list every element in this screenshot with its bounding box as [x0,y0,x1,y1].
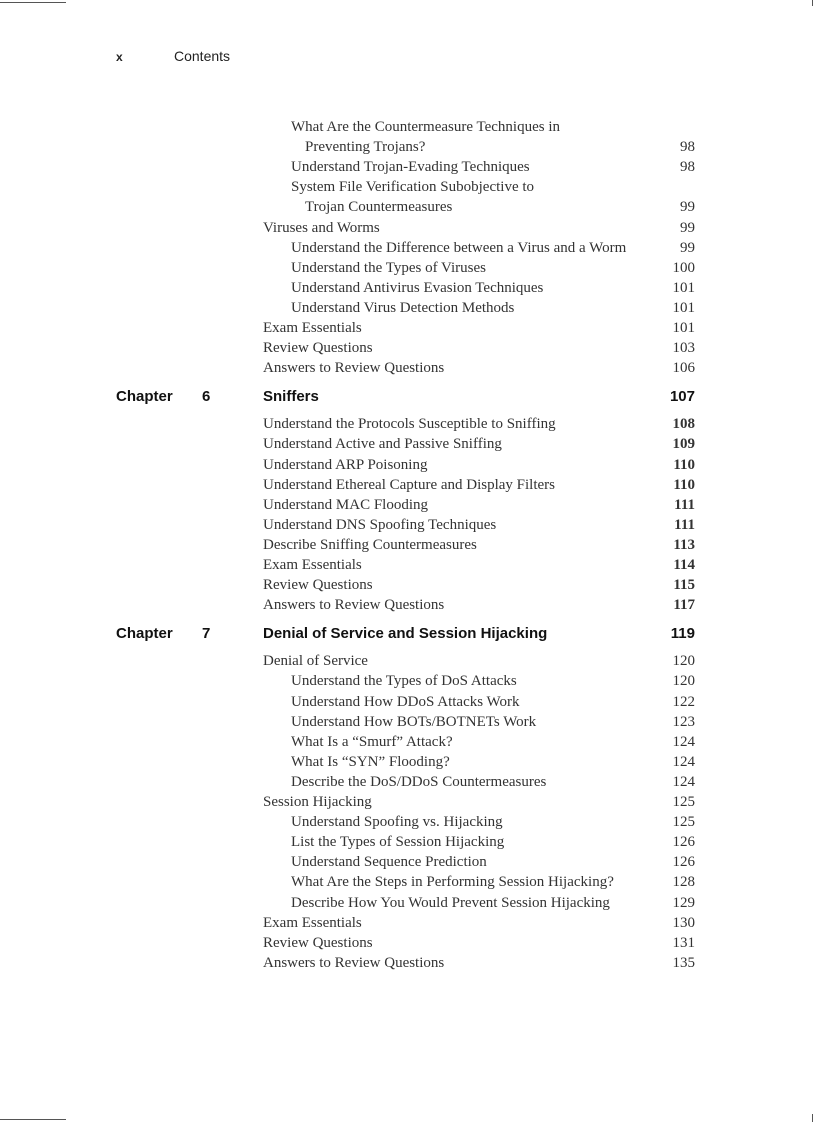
toc-entry-title: Denial of Service [263,653,368,670]
toc-entry[interactable] [0,895,816,915]
toc-entry-title: Review Questions [263,577,373,594]
toc-entry[interactable] [0,537,816,557]
toc-entry-title: System File Verification Subobjective to [291,179,535,196]
toc-entry[interactable] [0,597,816,617]
toc-entry[interactable] [0,280,816,300]
toc-entry-page: 125 [672,794,695,810]
chapter-word: Chapter [116,388,173,406]
toc-entry[interactable] [0,694,816,714]
toc-entry-title: Understand DNS Spoofing Techniques [263,516,497,533]
toc-entry[interactable] [0,734,816,754]
toc-entry[interactable] [0,714,816,734]
toc-entry-title: Describe Sniffing Countermeasures [263,536,477,553]
toc-entry-page: 126 [672,854,695,871]
toc-entry-title: Understand ARP Poisoning [263,456,428,473]
toc-entry-title: Understand the Types of DoS Attacks [291,673,517,690]
toc-entry[interactable] [0,814,816,834]
chapter-heading[interactable] [0,625,816,647]
toc-entry[interactable] [0,260,816,280]
crop-mark-top-left [0,2,66,3]
toc-entry-title: Answers to Review Questions [263,597,445,614]
toc-entry-title: Describe the DoS/DDoS Countermeasures [291,773,547,790]
toc-entry[interactable] [0,874,816,894]
toc-entry-page: 111 [674,516,695,533]
toc-entry[interactable] [0,340,816,360]
toc-entry-page: 101 [672,299,695,316]
toc-entry[interactable] [0,834,816,854]
toc-entry-page: 100 [672,259,695,276]
crop-mark-bottom-left [0,1119,66,1120]
toc-entry-title: Viruses and Worms [263,219,380,236]
toc-entry-title: Answers to Review Questions [263,954,445,971]
toc-entry-page: 109 [672,436,695,453]
chapter-page: 119 [670,625,695,643]
crop-mark-right-top [812,0,813,6]
toc-entry-title: Understand Antivirus Evasion Techniques [291,279,544,296]
toc-entry-title: List the Types of Session Hijacking [291,834,505,851]
toc-entry[interactable] [0,457,816,477]
toc-entry[interactable] [0,653,816,673]
toc-entry[interactable] [0,159,816,179]
toc-entry-title: Preventing Trojans? [305,139,426,156]
toc-entry[interactable] [0,754,816,774]
crop-mark-right-bottom [812,1114,813,1122]
toc-entry-title: Exam Essentials [263,914,362,931]
toc-entry-page: 124 [672,773,695,790]
toc-entry[interactable] [0,673,816,693]
toc-entry-page: 108 [672,416,695,433]
toc-entry[interactable] [0,915,816,935]
toc-entry-title: Understand the Difference between a Virus and a Worm [291,239,627,256]
toc-entry[interactable] [0,240,816,260]
toc-entry-page: 99 [680,219,695,236]
toc-entry-page: 131 [672,934,695,951]
toc-entry-page: 113 [673,536,695,553]
toc-entry[interactable] [0,774,816,794]
toc-entry-page: 120 [672,673,695,690]
toc-entry-page: 103 [672,340,695,357]
toc-entry[interactable] [0,517,816,537]
toc-entry-page: 98 [680,159,695,176]
toc-entry[interactable] [0,360,816,380]
toc-entry[interactable] [0,220,816,240]
toc-entry-title: Trojan Countermeasures [305,199,453,216]
chapter-number: 7 [202,625,211,643]
toc-entry[interactable] [0,935,816,955]
toc-entry[interactable] [0,955,816,975]
toc-entry[interactable] [0,139,816,159]
toc-entry[interactable] [0,119,816,139]
toc-entry-title: Understand Virus Detection Methods [291,299,515,316]
toc-entry-page: 124 [672,733,695,750]
toc-entry-page: 130 [672,914,695,931]
toc-entry-page: 122 [672,693,695,710]
toc-entry-page: 106 [672,360,695,377]
toc-entry-page: 135 [672,954,695,971]
toc-entry-page: 114 [673,557,695,573]
toc-entry[interactable] [0,436,816,456]
toc-entry-title: Understand Trojan-Evading Techniques [291,159,530,176]
toc-entry[interactable] [0,300,816,320]
toc-entry-title: Review Questions [263,340,373,357]
toc-entry-title: Understand Sequence Prediction [291,854,487,871]
running-header-label: Contents [174,48,231,64]
toc-entry[interactable] [0,557,816,577]
toc-entry-title: Understand Ethereal Capture and Display Filters [263,476,556,493]
toc-entry-title: What Are the Steps in Performing Session Hijacking? [291,874,614,891]
toc-entry-title: Session Hijacking [263,794,372,810]
toc-entry-page: 101 [672,320,695,336]
toc-entry[interactable] [0,416,816,436]
toc-entry-page: 129 [672,894,695,911]
toc-entry[interactable] [0,320,816,340]
toc-entry-page: 123 [672,713,695,730]
toc-entry-page: 128 [672,874,695,891]
toc-entry-title: What Is “SYN” Flooding? [291,753,450,770]
toc-entry[interactable] [0,854,816,874]
toc-entry-title: Describe How You Would Prevent Session Hijacking [291,894,610,911]
toc-entry-page: 117 [673,597,695,614]
toc-entry-title: What Is a “Smurf” Attack? [291,733,453,750]
toc-entry-page: 111 [674,496,695,513]
toc-entry-title: What Are the Countermeasure Techniques in [291,119,561,135]
chapter-title: Sniffers [263,388,319,406]
toc-entry[interactable] [0,497,816,517]
toc-entry-title: Understand Spoofing vs. Hijacking [291,814,503,831]
chapter-title: Denial of Service and Session Hijacking [263,625,548,643]
toc-entry-page: 99 [680,199,695,216]
running-header [0,48,816,68]
toc-entry-page: 115 [673,577,695,594]
chapter-page: 107 [669,388,695,406]
toc-entry-title: Understand How DDoS Attacks Work [291,693,520,710]
chapter-heading[interactable] [0,388,816,410]
toc-entry-title: Understand the Protocols Susceptible to Sniffing [263,416,556,433]
toc-entry-title: Review Questions [263,934,373,951]
toc-entry-page: 99 [680,239,695,256]
toc-entry[interactable] [0,794,816,814]
toc-entry-page: 124 [672,753,695,770]
chapter-word: Chapter [116,625,173,643]
toc-entry[interactable] [0,199,816,219]
toc-entry[interactable] [0,577,816,597]
chapter-number: 6 [202,388,211,406]
toc-entry-title: Answers to Review Questions [263,360,445,377]
toc-entry-title: Understand Active and Passive Sniffing [263,436,502,453]
toc-entry-page: 110 [673,476,695,493]
toc-entry-page: 126 [672,834,695,851]
toc-entry[interactable] [0,179,816,199]
toc-entry[interactable] [0,477,816,497]
toc-entry-page: 120 [672,653,695,670]
toc-entry-title: Understand MAC Flooding [263,496,428,513]
toc-entry-page: 110 [673,456,695,473]
toc-entry-page: 125 [672,814,695,831]
toc-entry-page: 101 [672,279,695,296]
toc-entry-title: Exam Essentials [263,320,362,336]
toc-entry-title: Understand How BOTs/BOTNETs Work [291,713,537,730]
page-number: x [116,50,123,64]
toc-entry-title: Understand the Types of Viruses [291,259,486,276]
toc-entry-page: 98 [680,139,695,156]
toc-entry-title: Exam Essentials [263,557,362,573]
